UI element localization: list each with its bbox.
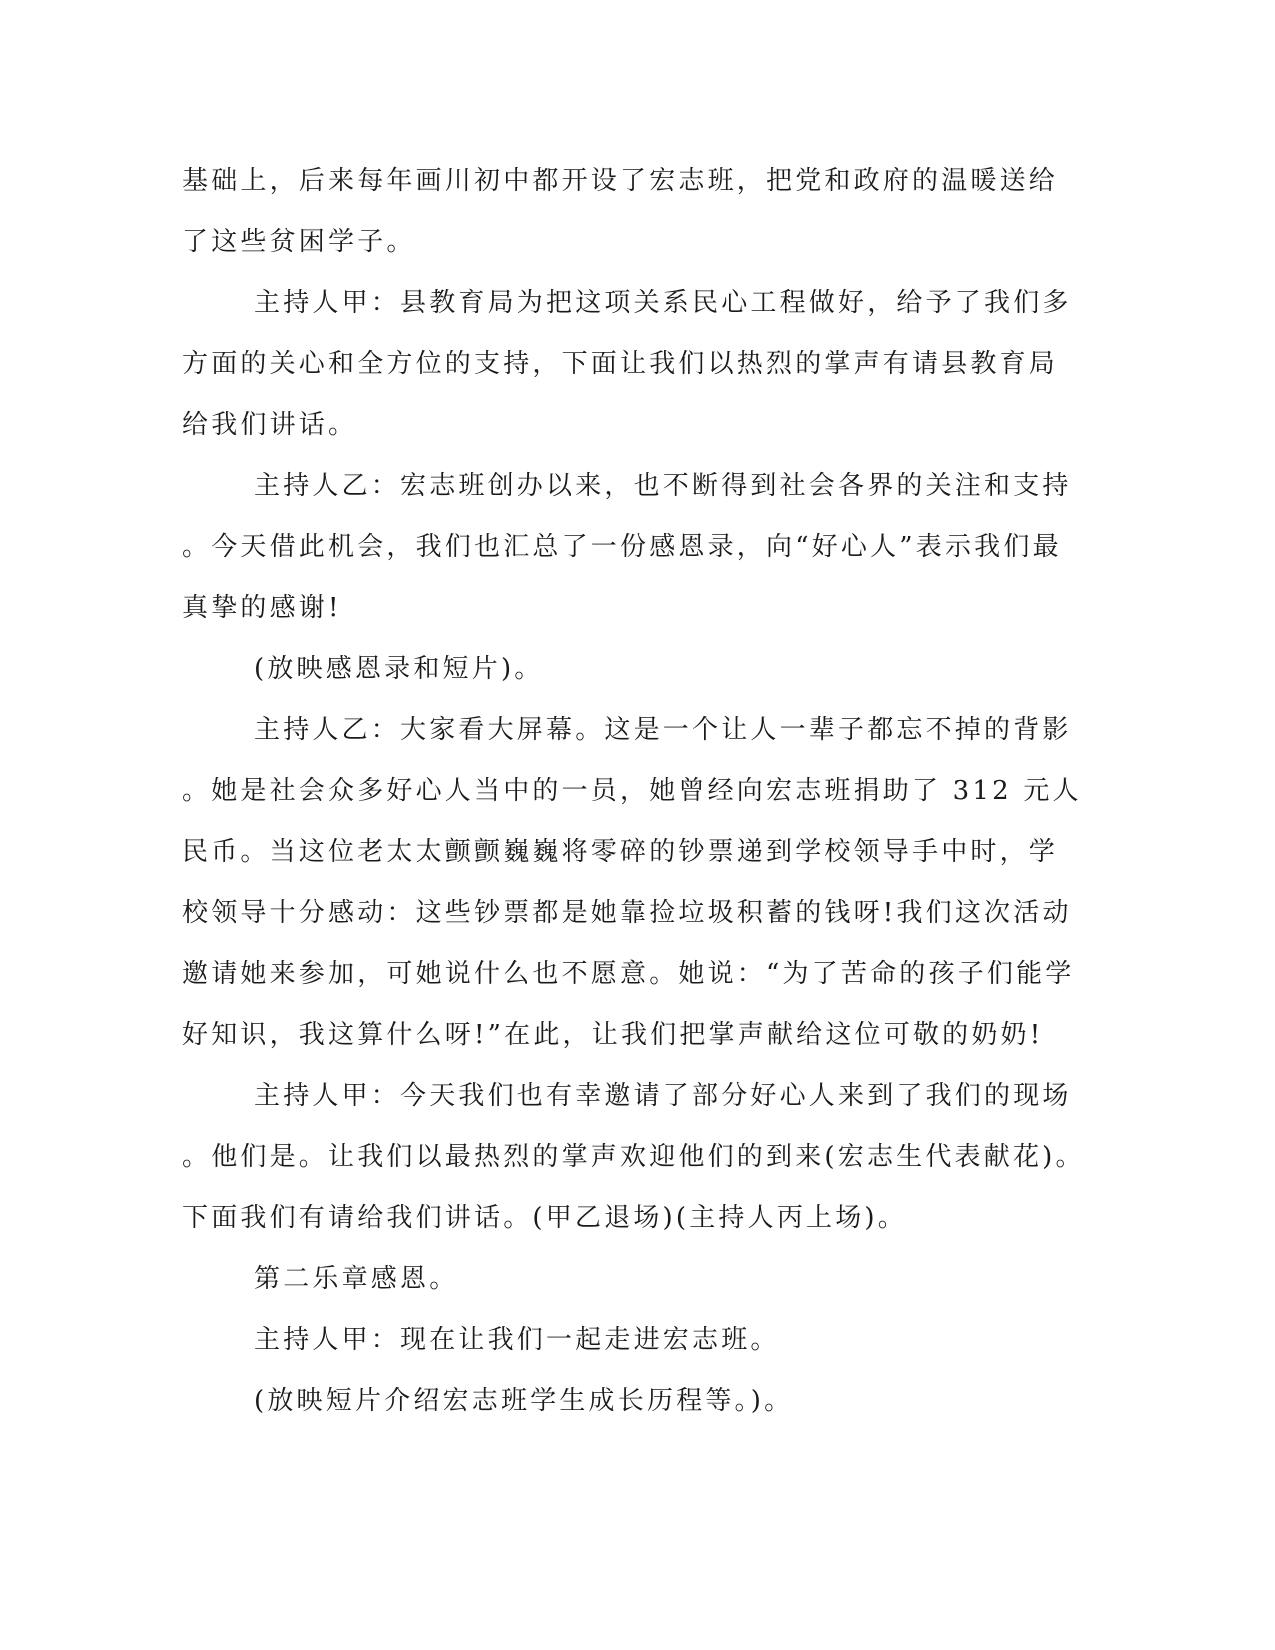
text-line: 校领导十分感动：这些钞票都是她靠捡垃圾积蓄的钱呀!我们这次活动	[182, 898, 1072, 928]
text-line: 。她是社会众多好心人当中的一员，她曾经向宏志班捐助了 312 元人	[182, 776, 1082, 806]
text-line: 真挚的感谢!	[182, 593, 342, 623]
section-heading-line: 第二乐章感恩。	[254, 1264, 459, 1294]
text-line: 了这些贫困学子。	[182, 227, 416, 257]
paragraph-start-line: 主持人乙：大家看大屏幕。这是一个让人一辈子都忘不掉的背影	[254, 715, 1072, 745]
paragraph-start-line: 主持人甲：现在让我们一起走进宏志班。	[254, 1325, 780, 1355]
text-line: 下面我们有请给我们讲话。(甲乙退场)(主持人丙上场)。	[182, 1203, 907, 1233]
text-line: 。今天借此机会，我们也汇总了一份感恩录，向“好心人”表示我们最	[182, 532, 1062, 562]
text-line: 方面的关心和全方位的支持，下面让我们以热烈的掌声有请县教育局	[182, 349, 1059, 379]
stage-direction-line: (放映感恩录和短片)。	[254, 654, 544, 684]
body-text	[182, 158, 1085, 1439]
paragraph-start-line: 主持人甲：今天我们也有幸邀请了部分好心人来到了我们的现场	[254, 1081, 1072, 1111]
text-line: 基础上，后来每年画川初中都开设了宏志班，把党和政府的温暖送给	[182, 166, 1059, 196]
stage-direction-line: (放映短片介绍宏志班学生成长历程等。)。	[254, 1386, 794, 1416]
text-line: 民币。当这位老太太颤颤巍巍将零碎的钞票递到学校领导手中时，学	[182, 837, 1059, 867]
text-line: 。他们是。让我们以最热烈的掌声欢迎他们的到来(宏志生代表献花)。	[182, 1142, 1085, 1172]
text-line: 邀请她来参加，可她说什么也不愿意。她说：“为了苦命的孩子们能学	[182, 959, 1075, 989]
text-line: 给我们讲话。	[182, 410, 358, 440]
paragraph-start-line: 主持人乙：宏志班创办以来，也不断得到社会各界的关注和支持	[254, 471, 1072, 501]
text-line: 好知识，我这算什么呀!”在此，让我们把掌声献给这位可敬的奶奶!	[182, 1020, 1044, 1050]
paragraph-start-line: 主持人甲：县教育局为把这项关系民心工程做好，给予了我们多	[254, 288, 1072, 318]
